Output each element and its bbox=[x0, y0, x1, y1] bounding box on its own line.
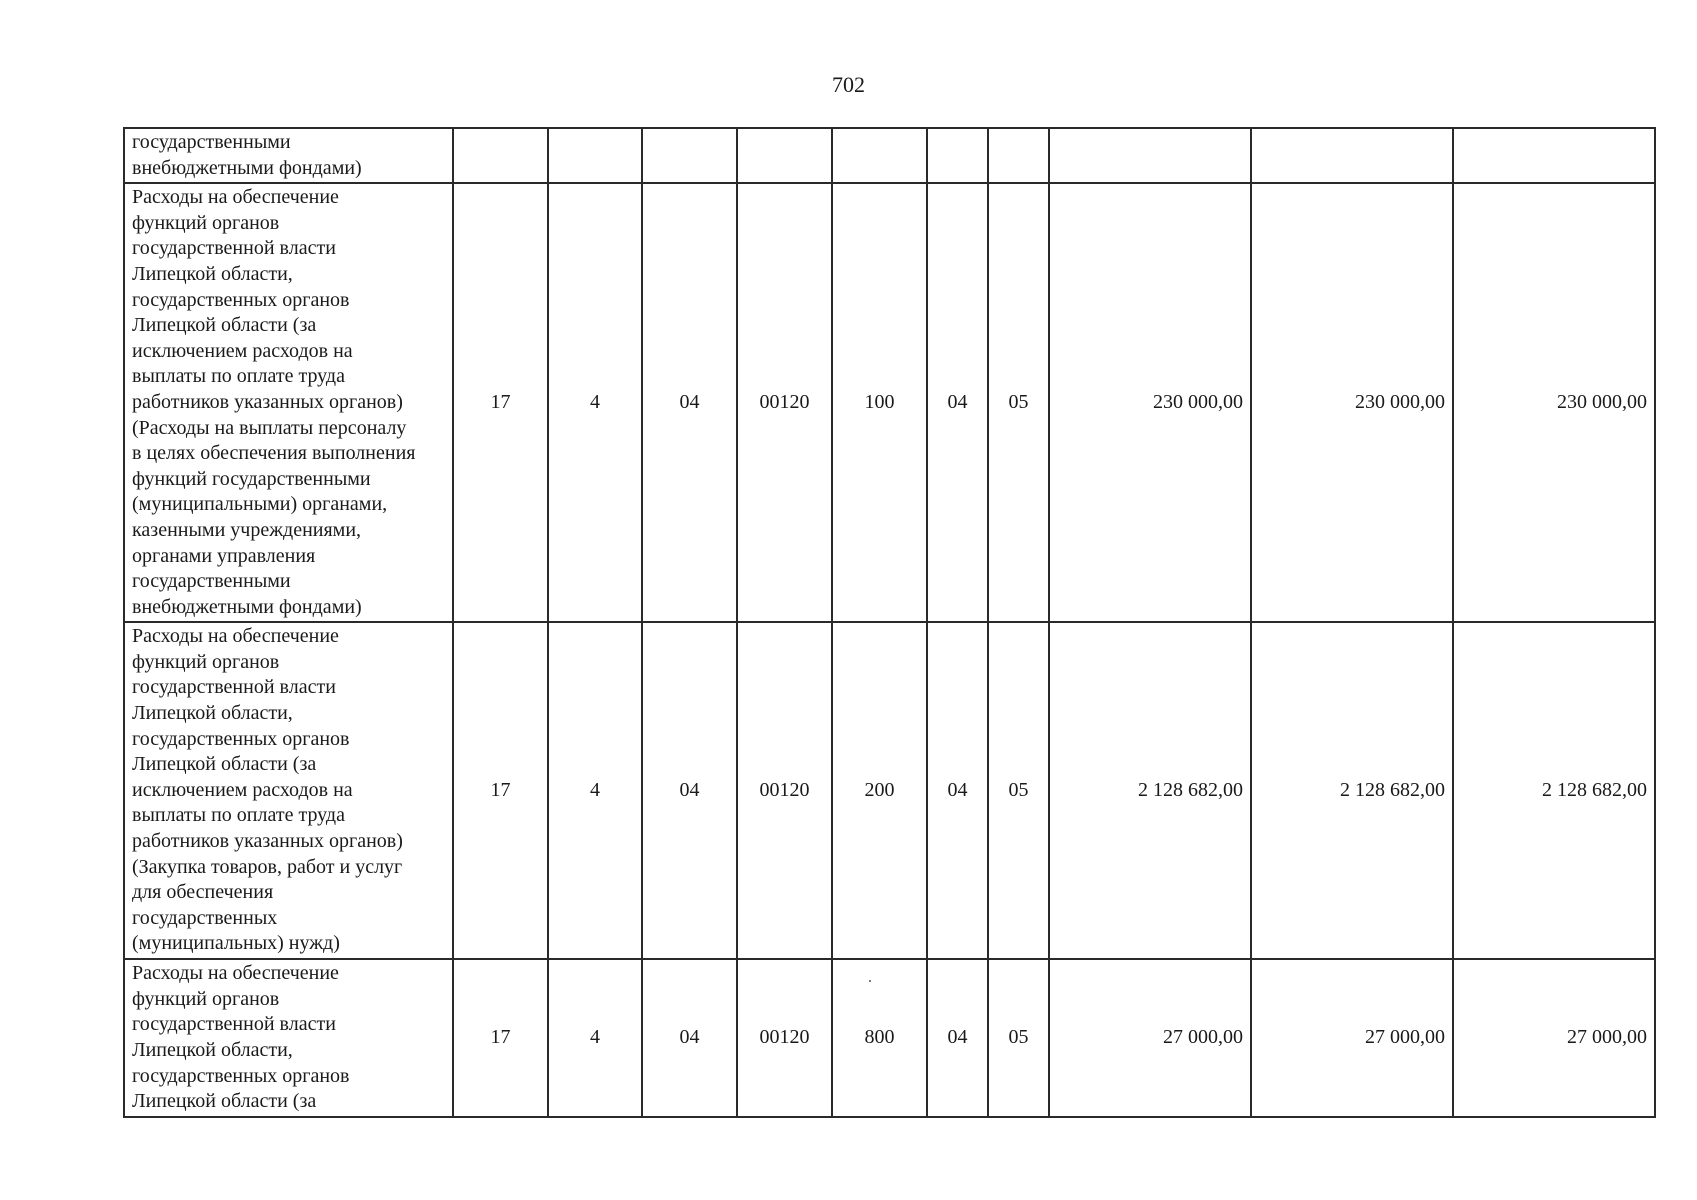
cell-section bbox=[927, 128, 988, 183]
cell-subsection: 05 bbox=[988, 622, 1049, 959]
cell-expense-type: 100 bbox=[832, 183, 927, 622]
cell-amount-1: 2 128 682,00 bbox=[1049, 622, 1251, 959]
cell-program-code: 4 bbox=[548, 183, 642, 622]
cell-section: 04 bbox=[927, 959, 988, 1117]
cell-program-code: 4 bbox=[548, 622, 642, 959]
cell-amount-3: 2 128 682,00 bbox=[1453, 622, 1655, 959]
cell-expense-type: 800 bbox=[832, 959, 927, 1117]
cell-subprogram-code bbox=[642, 128, 737, 183]
cell-direction-code: 00120 bbox=[737, 183, 832, 622]
page-number: 702 bbox=[832, 72, 865, 97]
cell-subsection bbox=[988, 128, 1049, 183]
table-row bbox=[124, 183, 1655, 622]
cell-section: 04 bbox=[927, 622, 988, 959]
cell-expense-type: 200 bbox=[832, 622, 927, 959]
cell-amount-3: 230 000,00 bbox=[1453, 183, 1655, 622]
cell-admin-code: 17 bbox=[453, 183, 548, 622]
cell-admin-code bbox=[453, 128, 548, 183]
cell-direction-code: 00120 bbox=[737, 622, 832, 959]
scan-speck bbox=[869, 980, 871, 982]
cell-subsection: 05 bbox=[988, 183, 1049, 622]
cell-subprogram-code: 04 bbox=[642, 622, 737, 959]
cell-subprogram-code: 04 bbox=[642, 959, 737, 1117]
cell-amount-1 bbox=[1049, 128, 1251, 183]
row-description: государственными внебюджетными фондами) bbox=[124, 128, 453, 183]
table-row bbox=[124, 959, 1655, 1117]
cell-section: 04 bbox=[927, 183, 988, 622]
row-description: Расходы на обеспечение функций органов государственной власти Липецкой области, государственных органов Липецкой области (за исключением расходов на выплаты по оплате труда работников указанных органов) (Расходы на выплаты персоналу в целях обеспечения выполнения функций государственными (муниципальными) органами, казенными учреждениями, органами управления государственными внебюджетными фондами) bbox=[124, 183, 453, 622]
cell-admin-code: 17 bbox=[453, 622, 548, 959]
cell-amount-2: 27 000,00 bbox=[1251, 959, 1453, 1117]
cell-subprogram-code: 04 bbox=[642, 183, 737, 622]
row-description: Расходы на обеспечение функций органов государственной власти Липецкой области, государственных органов Липецкой области (за bbox=[124, 959, 453, 1117]
cell-direction-code: 00120 bbox=[737, 959, 832, 1117]
cell-program-code bbox=[548, 128, 642, 183]
cell-admin-code: 17 bbox=[453, 959, 548, 1117]
cell-subsection: 05 bbox=[988, 959, 1049, 1117]
cell-amount-2: 230 000,00 bbox=[1251, 183, 1453, 622]
table-row bbox=[124, 622, 1655, 959]
table-row bbox=[124, 128, 1655, 183]
cell-amount-3: 27 000,00 bbox=[1453, 959, 1655, 1117]
cell-amount-1: 27 000,00 bbox=[1049, 959, 1251, 1117]
cell-amount-2 bbox=[1251, 128, 1453, 183]
row-description: Расходы на обеспечение функций органов государственной власти Липецкой области, государственных органов Липецкой области (за исключением расходов на выплаты по оплате труда работников указанных органов) (Закупка товаров, работ и услуг для обеспечения государственных (муниципальных) нужд) bbox=[124, 622, 453, 959]
cell-program-code: 4 bbox=[548, 959, 642, 1117]
cell-amount-1: 230 000,00 bbox=[1049, 183, 1251, 622]
cell-amount-3 bbox=[1453, 128, 1655, 183]
budget-table bbox=[123, 127, 1656, 1118]
cell-direction-code bbox=[737, 128, 832, 183]
cell-expense-type bbox=[832, 128, 927, 183]
cell-amount-2: 2 128 682,00 bbox=[1251, 622, 1453, 959]
